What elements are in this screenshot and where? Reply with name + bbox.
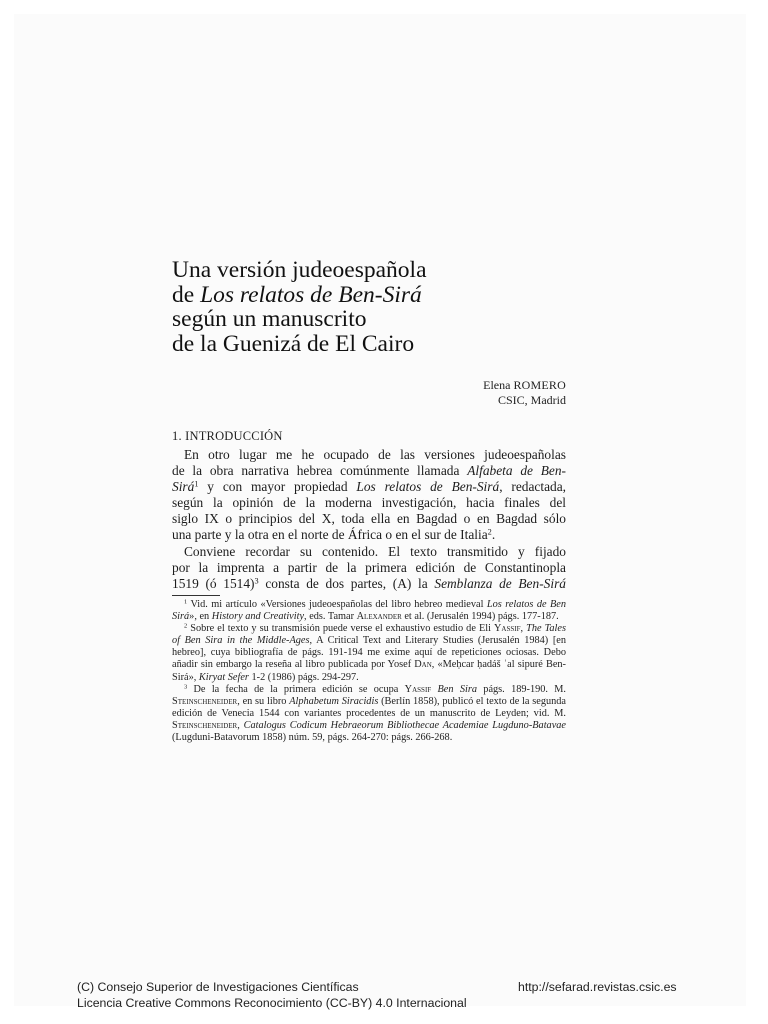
footnotes [172,599,566,744]
body-italic-span: Alfabeta de Ben- [467,463,567,479]
footnote-text: , «Meḥcar ḥadáš ʿal sipuré Ben-Sirá», [172,659,566,683]
author-name [380,378,566,393]
body-line [172,560,566,576]
footnote-text: 1-2 (1986) págs. 294-297. [248,671,359,683]
footnote-author: Yassif [404,683,432,695]
footnote-italic: Kiryat Sefer [198,671,249,683]
body-text-span: En otro lugar me he ocupado de las versiones judeoespañolas [184,447,566,462]
title-line-3: según un manuscrito [172,306,367,332]
body-line [172,447,566,463]
footer-license [77,979,507,1011]
body-line [172,527,566,543]
footnote-text: , eds. Tamar [304,611,357,623]
footnote-text: De la fecha de la primera edición se ocupa [193,683,405,695]
footnote-author: Steinscheneider [172,719,238,731]
body-text-span: una parte y la otra en el norte de África o en el sur de Italia [172,527,488,543]
footnote-ref: 3 [254,576,259,586]
footnote-text: Sobre el texto y su transmisión puede verse el exhaustivo estudio de Eli [190,623,494,635]
footnote-text: (Berlín 1858), publicó el texto de la segunda edición de Venecia 1544 con variantes procedentes de un manuscrito de Leyden; vid. M. [172,695,566,719]
footnote-italic: Los relatos de Ben Sirá [172,599,567,623]
footnote-1 [172,599,566,623]
footnote-author: Dan [414,659,432,671]
footnote-italic: The Tales of Ben Sira in the Middle-Ages [172,623,566,647]
author-first-name: Elena [483,378,511,392]
footnote-2 [172,623,566,683]
title-line-2-italic: Los relatos de Ben-Sirá [200,281,422,308]
title-line-2 [172,283,592,308]
footnote-number: 2 [184,622,188,630]
section-heading: 1. INTRODUCCIÓN [172,429,283,443]
body-text-span: por la imprenta a partir de la primera edición de Constantinopla [172,559,566,575]
footnote-text: , [237,719,244,731]
century-numeral: IX [204,511,219,527]
footnote-italic: Alphabetum Siracidis [289,695,379,707]
body-text-span: de la obra narrativa hebrea comúnmente llamada [172,463,468,479]
title-line-4: de la Guenizá de El Cairo [172,330,415,357]
title-line-1: Una versión judeoespañola [172,257,427,283]
footnote-italic: History and Creativity [211,611,305,623]
body-line [172,576,566,592]
footnote-3 [172,684,566,744]
footnote-number: 1 [184,598,188,606]
article-title [172,258,592,356]
footer-url[interactable]: http://sefarad.revistas.csic.es [518,980,677,994]
footnote-text: , en su libro [237,695,290,707]
footer-copyright: (C) Consejo Superior de Investigaciones Científicas [77,980,359,994]
footnote-text: , A Critical Text and Literary Studies (Jerusalén 1984) [en hebreo], cuya bibliografía de págs. 191-194 me exime aquí de repeticiones ociosas. Debo añadir sin embargo la reseña al libro publicada por Yosef [172,635,566,671]
body-text-span: consta de dos partes, (A) la [258,575,435,591]
body-italic-span: Sirá [172,479,195,495]
body-text [172,447,566,592]
footnote-text: Vid. mi artículo «Versiones judeoespañolas del libro hebreo medieval [190,599,487,610]
century-numeral: X [321,511,332,527]
body-line [172,479,566,495]
body-text-span: Conviene recordar su contenido. El texto transmitido y fijado [184,543,566,559]
footnote-text: (Lugduni-Batavorum 1858) núm. 59, págs. 264-270: págs. 266-268. [172,732,453,744]
body-text-span: , toda ella en Bagdad o en Bagdad sólo [331,511,566,527]
author-affiliation: CSIC, Madrid [497,393,566,407]
footnote-ref: 1 [194,479,199,489]
author-last-name: ROMERO [513,378,566,392]
footnote-ref: 2 [487,527,492,537]
footnote-number: 3 [184,683,188,691]
body-text-span: o principios del [218,511,322,527]
body-text-span: . [491,527,496,543]
footnote-text: págs. 189-190. M. [477,683,567,695]
author-block [380,378,566,408]
body-italic-span: Semblanza de Ben-Sirá [434,575,566,591]
footnote-author: Steinscheneider [172,695,238,707]
body-text-span: y con mayor propiedad [198,479,357,495]
body-text-span: según la opinión de la moderna investigación, hacia finales del [172,495,566,511]
footnote-separator [172,595,220,596]
title-line-2-prefix: de [172,281,201,308]
body-text-span: , redactada, [499,479,566,495]
body-line [172,463,566,479]
footnote-text: et al. (Jerusalén 1994) págs. 177-187. [401,611,559,623]
body-text-span: siglo [172,511,205,527]
footnote-text: , [520,623,527,635]
footnote-italic: Catalogus Codicum Hebraeorum Bibliothecae Academiae Lugduno-Batavae [243,719,566,731]
footnote-text: », en [189,611,212,623]
footnote-italic: Ben Sira [437,683,477,695]
body-line [172,544,566,560]
body-text-span: 1519 (ó 1514) [172,575,255,591]
body-italic-span: Los relatos de Ben-Sirá [356,479,500,495]
body-line [172,495,566,511]
body-line [172,511,566,527]
footnote-author: Yassif [494,623,521,635]
footer-license-text: Licencia Creative Commons Reconocimiento (CC-BY) 4.0 Internacional [77,996,467,1010]
footnote-author: Alexander [356,611,402,623]
